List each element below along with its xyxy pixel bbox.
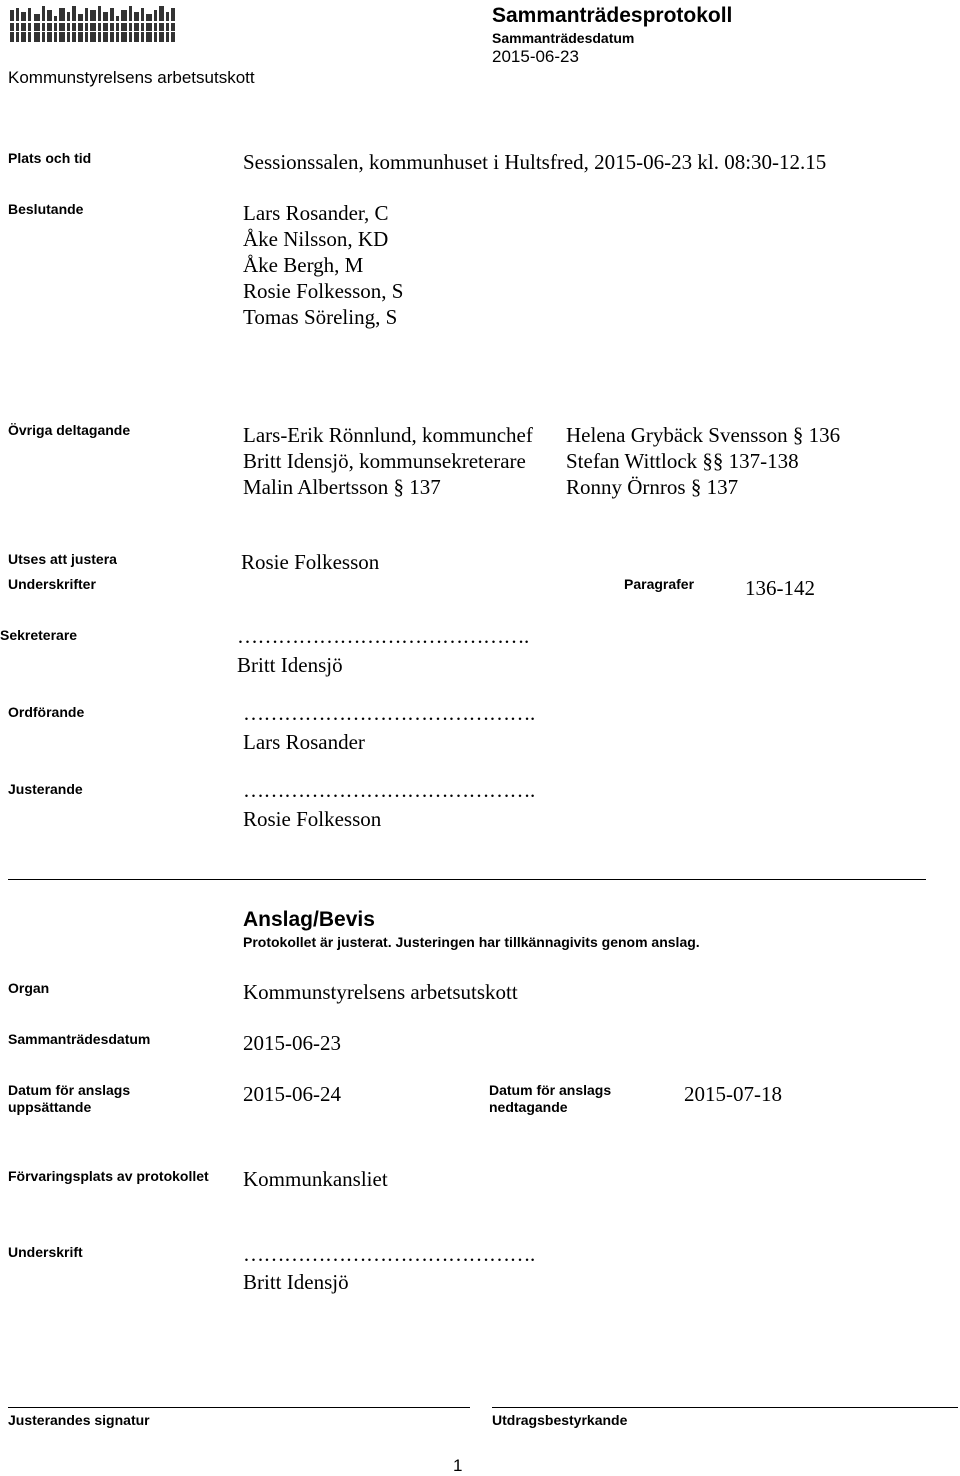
- other-participants-label: Övriga deltagande: [8, 422, 131, 438]
- header-date-label: Sammanträdesdatum: [492, 30, 635, 46]
- posted-date-label-line: Datum för anslags: [8, 1082, 131, 1098]
- signatures-label: Underskrifter: [8, 576, 96, 592]
- list-item: Ronny Örnros § 137: [566, 475, 739, 499]
- adjuster-label: Utses att justera: [8, 551, 117, 567]
- adjusting-name: Rosie Folkesson: [243, 807, 382, 831]
- page-number: 1: [453, 1456, 463, 1475]
- secretary-label: Sekreterare: [0, 627, 78, 643]
- place-time-label: Plats och tid: [8, 150, 92, 166]
- list-item: Rosie Folkesson, S: [243, 279, 404, 303]
- removed-date-label-line: Datum för anslags: [489, 1082, 612, 1098]
- signature-line: …………………………………….: [243, 1242, 535, 1266]
- storage-value: Kommunkansliet: [243, 1167, 388, 1191]
- adjusting-signature-line: …………………………………….: [243, 778, 535, 802]
- list-item: Malin Albertsson § 137: [243, 475, 441, 499]
- signature-label: Underskrift: [8, 1244, 83, 1260]
- chair-name: Lars Rosander: [243, 730, 365, 754]
- paragraphs-label: Paragrafer: [624, 576, 695, 592]
- list-item: Britt Idensjö, kommunsekreterare: [243, 449, 526, 473]
- header-date-value: 2015-06-23: [492, 47, 579, 66]
- organ-value: Kommunstyrelsens arbetsutskott: [243, 980, 518, 1004]
- decision-makers-list: [243, 200, 403, 330]
- removed-date-label: [489, 1082, 611, 1116]
- secretary-signature-line: …………………………………….: [237, 624, 529, 648]
- list-item: Helena Grybäck Svensson § 136: [566, 423, 841, 447]
- removed-date-label-line: nedtagande: [489, 1099, 568, 1115]
- signature-name: Britt Idensjö: [243, 1270, 349, 1294]
- posted-date-label: [8, 1082, 130, 1116]
- org-name: Kommunstyrelsens arbetsutskott: [8, 68, 255, 87]
- removed-date-value: 2015-07-18: [684, 1082, 782, 1106]
- extract-certification-label: Utdragsbestyrkande: [492, 1412, 628, 1428]
- section-divider: [8, 879, 926, 880]
- notice-subtitle: Protokollet är justerat. Justeringen har tillkännagivits genom anslag.: [243, 934, 700, 950]
- paragraphs-value: 136-142: [745, 576, 815, 600]
- list-item: Åke Nilsson, KD: [243, 227, 389, 251]
- storage-label: Förvaringsplats av protokollet: [8, 1168, 209, 1184]
- posted-date-label-line: uppsättande: [8, 1099, 92, 1115]
- place-time-value: Sessionssalen, kommunhuset i Hultsfred, 2015-06-23 kl. 08:30-12.15: [243, 150, 827, 174]
- adjuster-signature-label: Justerandes signatur: [8, 1412, 150, 1428]
- list-item: Åke Bergh, M: [243, 253, 364, 277]
- other-participants-left: [243, 422, 533, 500]
- adjuster-value: Rosie Folkesson: [241, 550, 380, 574]
- chair-signature-line: …………………………………….: [243, 701, 535, 725]
- chair-label: Ordförande: [8, 704, 85, 720]
- list-item: Lars-Erik Rönnlund, kommunchef: [243, 423, 533, 447]
- list-item: Tomas Söreling, S: [243, 305, 398, 329]
- list-item: Stefan Wittlock §§ 137-138: [566, 449, 799, 473]
- meeting-date-label: Sammanträdesdatum: [8, 1031, 151, 1047]
- other-participants-right: [566, 422, 840, 500]
- notice-title: Anslag/Bevis: [243, 908, 375, 931]
- list-item: Lars Rosander, C: [243, 201, 389, 225]
- secretary-name: Britt Idensjö: [237, 653, 343, 677]
- footer-divider-right: [492, 1407, 958, 1408]
- adjusting-label: Justerande: [8, 781, 83, 797]
- hultsfred-logo-icon: [8, 4, 176, 44]
- document-title: Sammanträdesprotokoll: [492, 4, 733, 27]
- footer-divider-left: [8, 1407, 470, 1408]
- posted-date-value: 2015-06-24: [243, 1082, 341, 1106]
- decision-makers-label: Beslutande: [8, 201, 84, 217]
- municipality-logo: [8, 4, 176, 44]
- meeting-date-value: 2015-06-23: [243, 1031, 341, 1055]
- organ-label: Organ: [8, 980, 50, 996]
